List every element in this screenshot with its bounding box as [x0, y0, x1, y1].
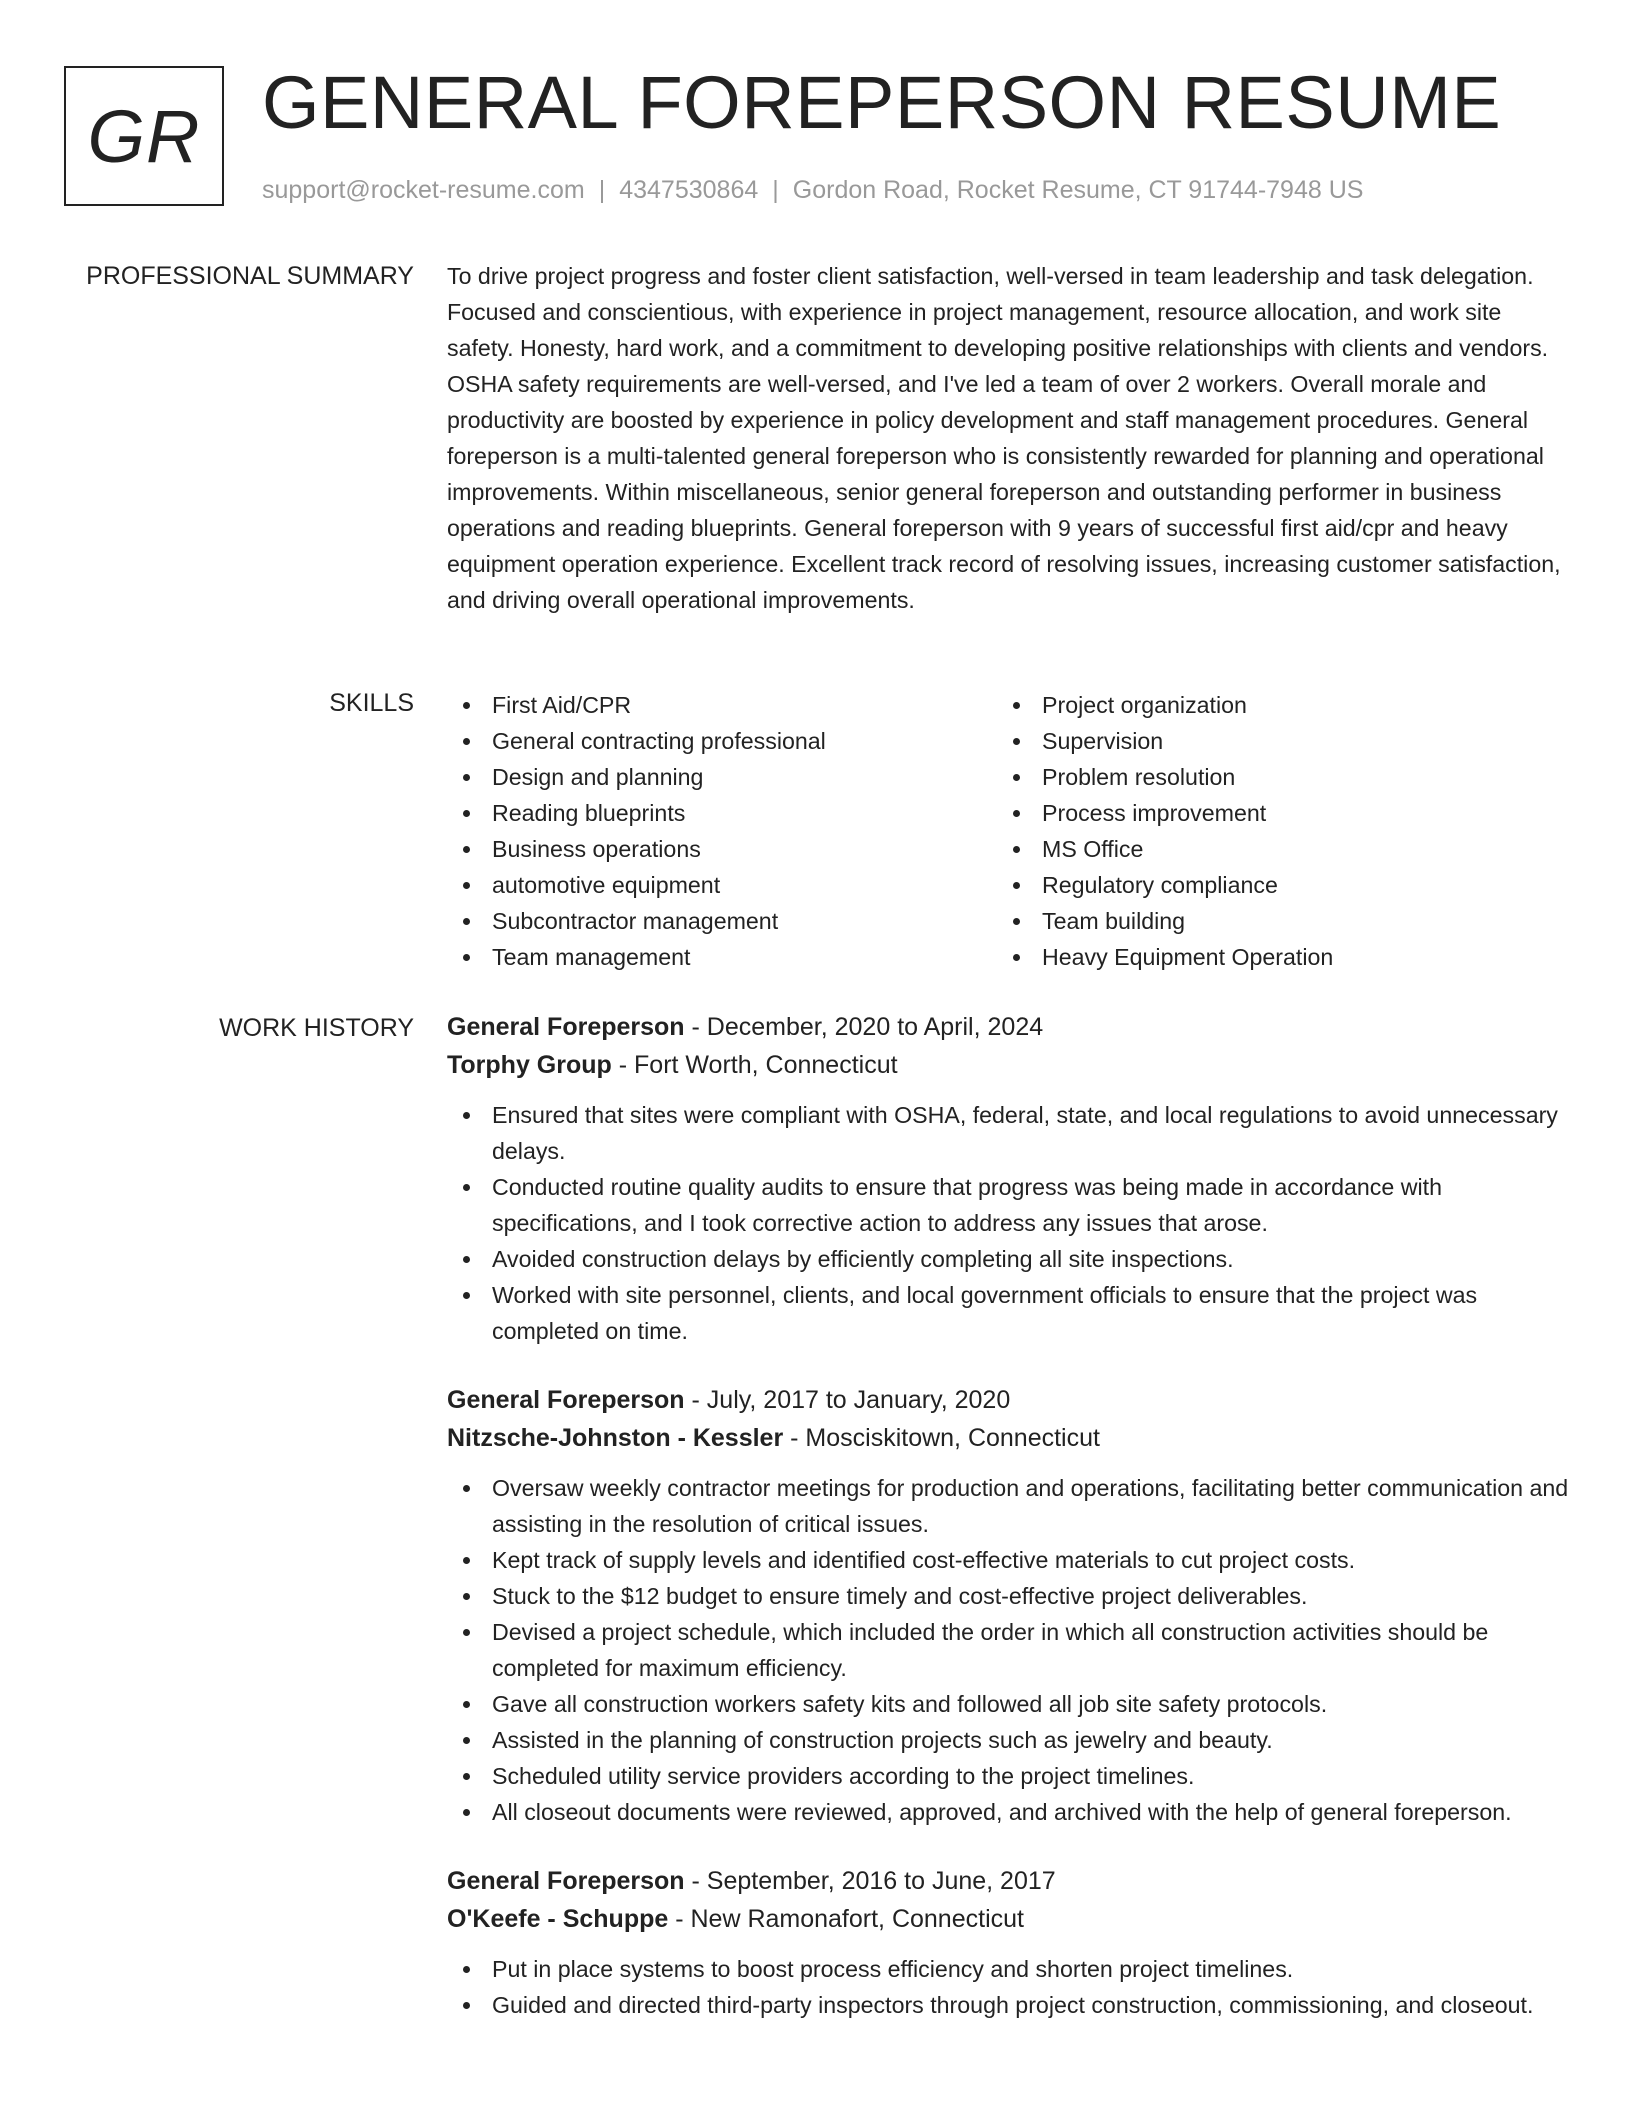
job-location: - Fort Worth, Connecticut — [611, 1051, 898, 1079]
skill-item: automotive equipment — [447, 867, 997, 903]
contact-email[interactable]: support@rocket-resume.com — [262, 176, 585, 204]
job-bullet: Kept track of supply levels and identified cost-effective materials to cut project costs. — [447, 1542, 1572, 1578]
job-bullet: Devised a project schedule, which included the order in which all construction activities should be completed for maximum efficiency. — [447, 1614, 1572, 1686]
job-bullet: Oversaw weekly contractor meetings for production and operations, facilitating better communication and assisting in the resolution of critical issues. — [447, 1470, 1572, 1542]
contact-phone[interactable]: 4347530864 — [619, 176, 759, 204]
skills-section — [447, 687, 1572, 975]
job-entry — [447, 1008, 1572, 1349]
job-location: - Mosciskitown, Connecticut — [783, 1424, 1100, 1452]
job-location: - New Ramonafort, Connecticut — [668, 1905, 1024, 1933]
summary-heading: PROFESSIONAL SUMMARY — [86, 262, 414, 290]
job-bullet-list — [447, 1097, 1572, 1349]
job-company-line — [447, 1900, 1572, 1938]
job-bullet: Ensured that sites were compliant with OSHA, federal, state, and local regulations to avoid unnecessary delays. — [447, 1097, 1572, 1169]
job-entry — [447, 1381, 1572, 1830]
job-dates: - July, 2017 to January, 2020 — [684, 1386, 1011, 1414]
skill-item: Reading blueprints — [447, 795, 997, 831]
monogram-box — [64, 66, 224, 206]
job-dates: - December, 2020 to April, 2024 — [684, 1013, 1044, 1041]
job-bullet: Scheduled utility service providers according to the project timelines. — [447, 1758, 1572, 1794]
job-title: General Foreperson — [447, 1013, 685, 1041]
job-company: Nitzsche-Johnston - Kessler — [447, 1424, 784, 1452]
skill-item: First Aid/CPR — [447, 687, 997, 723]
skill-item: Subcontractor management — [447, 903, 997, 939]
skill-item: Supervision — [997, 723, 1547, 759]
job-title-line — [447, 1381, 1572, 1419]
job-dates: - September, 2016 to June, 2017 — [684, 1867, 1056, 1895]
job-bullet-list — [447, 1470, 1572, 1830]
skill-item: Regulatory compliance — [997, 867, 1547, 903]
job-bullet: Avoided construction delays by efficiently completing all site inspections. — [447, 1241, 1572, 1277]
job-company: O'Keefe - Schuppe — [447, 1905, 669, 1933]
skill-item: Team building — [997, 903, 1547, 939]
contact-line — [262, 175, 1363, 205]
contact-separator: | — [772, 176, 779, 204]
skill-item: Heavy Equipment Operation — [997, 939, 1547, 975]
summary-text: To drive project progress and foster client satisfaction, well-versed in team leadership and task delegation. Focused and conscientious, with experience in project management, resource allocation, and work site safety. Honesty, hard work, and a commitment to developing positive relationships with clients and vendors. OSHA safety requirements are well-versed, and I've led a team of over 2 workers. Overall morale and productivity are boosted by experience in policy development and staff management procedures. General foreperson is a multi-talented general foreperson who is consistently rewarded for planning and operational improvements. Within miscellaneous, senior general foreperson and outstanding performer in business operations and reading blueprints. General foreperson with 9 years of successful first aid/cpr and heavy equipment operation experience. Excellent track record of resolving issues, increasing customer satisfaction, and driving overall operational improvements. — [447, 263, 1561, 613]
job-bullet-list — [447, 1951, 1572, 2023]
job-title-line — [447, 1862, 1572, 1900]
job-entry — [447, 1862, 1572, 2023]
job-bullet: Assisted in the planning of construction projects such as jewelry and beauty. — [447, 1722, 1572, 1758]
work-history-section — [447, 1008, 1572, 2055]
skill-item: Design and planning — [447, 759, 997, 795]
job-company: Torphy Group — [447, 1051, 612, 1079]
job-bullet: Conducted routine quality audits to ensure that progress was being made in accordance with specifications, and I took corrective action to address any issues that arose. — [447, 1169, 1572, 1241]
work-history-heading: WORK HISTORY — [219, 1014, 414, 1042]
job-bullet: Stuck to the $12 budget to ensure timely and cost-effective project deliverables. — [447, 1578, 1572, 1614]
resume-title: GENERAL FOREPERSON RESUME — [262, 61, 1502, 144]
job-bullet: Guided and directed third-party inspectors through project construction, commissioning, and closeout. — [447, 1987, 1572, 2023]
skills-heading: SKILLS — [329, 689, 414, 717]
job-bullet: Gave all construction workers safety kits and followed all job site safety protocols. — [447, 1686, 1572, 1722]
job-title-line — [447, 1008, 1572, 1046]
skill-item: Process improvement — [997, 795, 1547, 831]
skills-list-right — [997, 687, 1547, 975]
contact-address: Gordon Road, Rocket Resume, CT 91744-7948 US — [792, 176, 1364, 204]
monogram-initials: GR — [87, 94, 201, 178]
skill-item: Problem resolution — [997, 759, 1547, 795]
job-company-line — [447, 1419, 1572, 1457]
job-company-line — [447, 1046, 1572, 1084]
summary-section — [447, 258, 1572, 618]
contact-separator: | — [598, 176, 606, 204]
skill-item: Team management — [447, 939, 997, 975]
job-title: General Foreperson — [447, 1867, 685, 1895]
job-bullet: Put in place systems to boost process efficiency and shorten project timelines. — [447, 1951, 1572, 1987]
skill-item: Project organization — [997, 687, 1547, 723]
skill-item: MS Office — [997, 831, 1547, 867]
job-title: General Foreperson — [447, 1386, 685, 1414]
skills-list-left — [447, 687, 997, 975]
skill-item: General contracting professional — [447, 723, 997, 759]
job-bullet: All closeout documents were reviewed, approved, and archived with the help of general foreperson. — [447, 1794, 1572, 1830]
skill-item: Business operations — [447, 831, 997, 867]
job-bullet: Worked with site personnel, clients, and local government officials to ensure that the project was completed on time. — [447, 1277, 1572, 1349]
